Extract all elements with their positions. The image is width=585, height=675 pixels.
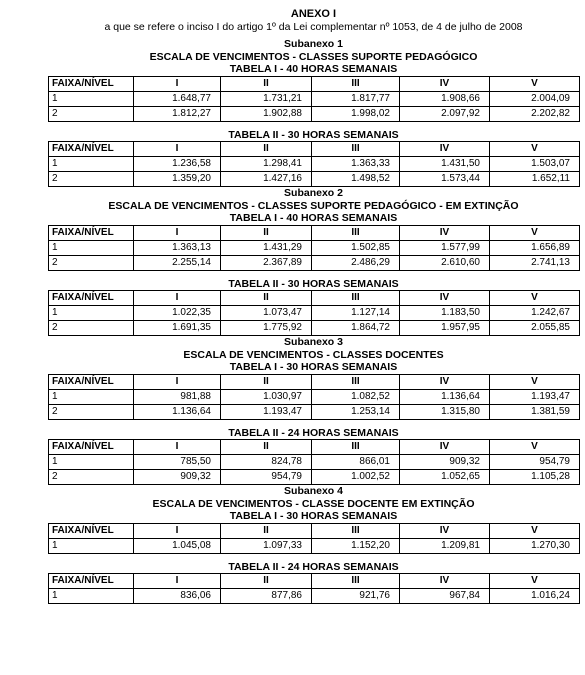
table-title: TABELA II - 30 HORAS SEMANAIS	[228, 277, 399, 290]
salary-value-cell: 1.359,20	[134, 172, 221, 187]
salary-value-cell: 1.127,14	[312, 306, 400, 321]
faixa-cell: 2	[49, 172, 134, 187]
salary-value-cell: 1.193,47	[221, 404, 312, 419]
column-header-level: IV	[400, 142, 490, 157]
table-header-row	[49, 291, 580, 306]
column-header-level: V	[490, 523, 580, 538]
salary-value-cell: 1.253,14	[312, 404, 400, 419]
document-title: ANEXO I	[290, 8, 337, 20]
salary-value-cell: 1.503,07	[490, 157, 580, 172]
salary-value-cell: 1.731,21	[221, 91, 312, 106]
column-header-level: III	[312, 76, 400, 91]
column-header-level: II	[221, 574, 312, 589]
salary-value-cell: 1.656,89	[490, 240, 580, 255]
column-header-level: I	[134, 225, 221, 240]
table-header-row	[49, 142, 580, 157]
document-subtitle: a que se refere o inciso I do artigo 1º da Lei complementar nº 1053, de 4 de julho de 2008	[104, 21, 523, 33]
table-spacer	[48, 122, 579, 129]
table-row	[49, 157, 580, 172]
column-header-level: I	[134, 523, 221, 538]
subanexo-label: Subanexo 2	[284, 187, 343, 199]
table-row	[49, 404, 580, 419]
salary-value-cell: 921,76	[312, 589, 400, 604]
column-header-level: I	[134, 574, 221, 589]
table-header-row	[49, 440, 580, 455]
column-header-level: I	[134, 142, 221, 157]
salary-value-cell: 1.315,80	[400, 404, 490, 419]
salary-value-cell: 1.652,11	[490, 172, 580, 187]
column-header-level: I	[134, 76, 221, 91]
salary-value-cell: 954,79	[221, 470, 312, 485]
column-header-faixa: FAIXA/NÍVEL	[49, 291, 134, 306]
column-header-level: IV	[400, 374, 490, 389]
table-title: TABELA I - 40 HORAS SEMANAIS	[229, 212, 398, 224]
table-header-row	[49, 76, 580, 91]
salary-value-cell: 2.202,82	[490, 106, 580, 121]
table-row	[49, 589, 580, 604]
salary-value-cell: 1.998,02	[312, 106, 400, 121]
faixa-cell: 1	[49, 306, 134, 321]
salary-value-cell: 909,32	[134, 470, 221, 485]
salary-value-cell: 2.367,89	[221, 255, 312, 270]
column-header-level: III	[312, 440, 400, 455]
column-header-level: IV	[400, 440, 490, 455]
salary-table	[48, 523, 580, 554]
faixa-cell: 2	[49, 321, 134, 336]
salary-table	[48, 374, 580, 420]
faixa-cell: 1	[49, 538, 134, 553]
table-row	[49, 389, 580, 404]
column-header-level: IV	[400, 523, 490, 538]
column-header-level: III	[312, 291, 400, 306]
subanexo-label: Subanexo 4	[284, 485, 343, 497]
salary-value-cell: 1.298,41	[221, 157, 312, 172]
salary-value-cell: 909,32	[400, 455, 490, 470]
salary-value-cell: 1.082,52	[312, 389, 400, 404]
table-title: TABELA I - 30 HORAS SEMANAIS	[229, 510, 398, 522]
column-header-level: V	[490, 291, 580, 306]
salary-value-cell: 1.648,77	[134, 91, 221, 106]
column-header-level: III	[312, 523, 400, 538]
column-header-level: II	[221, 291, 312, 306]
table-spacer	[48, 554, 579, 561]
salary-value-cell: 1.817,77	[312, 91, 400, 106]
column-header-level: V	[490, 374, 580, 389]
salary-value-cell: 1.363,13	[134, 240, 221, 255]
salary-value-cell: 1.183,50	[400, 306, 490, 321]
subanexo-heading: ESCALA DE VENCIMENTOS - CLASSES DOCENTES	[183, 348, 444, 361]
salary-value-cell: 2.610,60	[400, 255, 490, 270]
salary-value-cell: 1.136,64	[134, 404, 221, 419]
salary-value-cell: 981,88	[134, 389, 221, 404]
column-header-level: IV	[400, 76, 490, 91]
faixa-cell: 2	[49, 404, 134, 419]
column-header-level: III	[312, 374, 400, 389]
table-row	[49, 106, 580, 121]
column-header-faixa: FAIXA/NÍVEL	[49, 225, 134, 240]
table-row	[49, 470, 580, 485]
salary-table	[48, 76, 580, 122]
salary-value-cell: 1.073,47	[221, 306, 312, 321]
column-header-level: V	[490, 574, 580, 589]
salary-value-cell: 2.055,85	[490, 321, 580, 336]
table-header-row	[49, 574, 580, 589]
salary-value-cell: 954,79	[490, 455, 580, 470]
salary-value-cell: 1.193,47	[490, 389, 580, 404]
table-row	[49, 240, 580, 255]
faixa-cell: 1	[49, 389, 134, 404]
faixa-cell: 1	[49, 240, 134, 255]
salary-value-cell: 1.016,24	[490, 589, 580, 604]
salary-value-cell: 1.908,66	[400, 91, 490, 106]
salary-value-cell: 1.775,92	[221, 321, 312, 336]
salary-value-cell: 1.209,81	[400, 538, 490, 553]
column-header-level: III	[312, 574, 400, 589]
table-title: TABELA II - 24 HORAS SEMANAIS	[228, 560, 399, 573]
faixa-cell: 2	[49, 255, 134, 270]
column-header-level: II	[221, 225, 312, 240]
salary-value-cell: 1.577,99	[400, 240, 490, 255]
table-header-row	[49, 374, 580, 389]
salary-value-cell: 2.741,13	[490, 255, 580, 270]
table-title: TABELA I - 40 HORAS SEMANAIS	[229, 63, 398, 75]
column-header-faixa: FAIXA/NÍVEL	[49, 76, 134, 91]
column-header-level: II	[221, 523, 312, 538]
column-header-faixa: FAIXA/NÍVEL	[49, 374, 134, 389]
column-header-level: V	[490, 142, 580, 157]
salary-value-cell: 1.045,08	[134, 538, 221, 553]
subanexo-label: Subanexo 1	[284, 38, 343, 50]
column-header-faixa: FAIXA/NÍVEL	[49, 574, 134, 589]
table-row	[49, 255, 580, 270]
salary-value-cell: 1.381,59	[490, 404, 580, 419]
subanexo-heading: ESCALA DE VENCIMENTOS - CLASSES SUPORTE PEDAGÓGICO	[149, 50, 478, 63]
salary-table	[48, 573, 580, 604]
subanexos-container	[48, 38, 579, 604]
table-spacer	[48, 271, 579, 278]
subanexo-label: Subanexo 3	[284, 336, 343, 348]
subanexo-heading: ESCALA DE VENCIMENTOS - CLASSE DOCENTE EM EXTINÇÃO	[152, 497, 475, 510]
salary-value-cell: 1.097,33	[221, 538, 312, 553]
salary-value-cell: 1.136,64	[400, 389, 490, 404]
table-row	[49, 91, 580, 106]
column-header-level: II	[221, 374, 312, 389]
column-header-level: II	[221, 142, 312, 157]
salary-value-cell: 1.902,88	[221, 106, 312, 121]
column-header-level: IV	[400, 574, 490, 589]
salary-value-cell: 877,86	[221, 589, 312, 604]
faixa-cell: 2	[49, 106, 134, 121]
column-header-level: II	[221, 76, 312, 91]
table-row	[49, 306, 580, 321]
salary-value-cell: 1.431,29	[221, 240, 312, 255]
salary-value-cell: 1.030,97	[221, 389, 312, 404]
table-row	[49, 455, 580, 470]
salary-value-cell: 1.002,52	[312, 470, 400, 485]
column-header-level: IV	[400, 225, 490, 240]
salary-value-cell: 836,06	[134, 589, 221, 604]
salary-value-cell: 2.255,14	[134, 255, 221, 270]
column-header-level: I	[134, 374, 221, 389]
salary-value-cell: 1.691,35	[134, 321, 221, 336]
table-title: TABELA II - 24 HORAS SEMANAIS	[228, 426, 399, 439]
salary-value-cell: 1.022,35	[134, 306, 221, 321]
table-row	[49, 321, 580, 336]
salary-value-cell: 2.004,09	[490, 91, 580, 106]
table-header-row	[49, 225, 580, 240]
table-row	[49, 172, 580, 187]
column-header-faixa: FAIXA/NÍVEL	[49, 142, 134, 157]
salary-value-cell: 1.957,95	[400, 321, 490, 336]
salary-value-cell: 1.236,58	[134, 157, 221, 172]
salary-value-cell: 1.431,50	[400, 157, 490, 172]
salary-value-cell: 1.864,72	[312, 321, 400, 336]
salary-value-cell: 2.486,29	[312, 255, 400, 270]
faixa-cell: 1	[49, 91, 134, 106]
salary-table	[48, 439, 580, 485]
salary-value-cell: 1.812,27	[134, 106, 221, 121]
salary-value-cell: 1.427,16	[221, 172, 312, 187]
column-header-level: I	[134, 291, 221, 306]
salary-value-cell: 1.363,33	[312, 157, 400, 172]
salary-value-cell: 1.498,52	[312, 172, 400, 187]
salary-value-cell: 1.105,28	[490, 470, 580, 485]
salary-value-cell: 785,50	[134, 455, 221, 470]
column-header-level: V	[490, 76, 580, 91]
salary-table	[48, 225, 580, 271]
salary-value-cell: 1.573,44	[400, 172, 490, 187]
subanexo-heading: ESCALA DE VENCIMENTOS - CLASSES SUPORTE PEDAGÓGICO - EM EXTINÇÃO	[108, 199, 519, 212]
salary-value-cell: 824,78	[221, 455, 312, 470]
column-header-level: IV	[400, 291, 490, 306]
faixa-cell: 2	[49, 470, 134, 485]
column-header-level: II	[221, 440, 312, 455]
salary-value-cell: 2.097,92	[400, 106, 490, 121]
faixa-cell: 1	[49, 455, 134, 470]
salary-table	[48, 290, 580, 336]
salary-value-cell: 1.052,65	[400, 470, 490, 485]
column-header-faixa: FAIXA/NÍVEL	[49, 523, 134, 538]
salary-value-cell: 866,01	[312, 455, 400, 470]
faixa-cell: 1	[49, 589, 134, 604]
salary-table	[48, 141, 580, 187]
table-header-row	[49, 523, 580, 538]
table-title: TABELA I - 30 HORAS SEMANAIS	[229, 361, 398, 373]
table-title: TABELA II - 30 HORAS SEMANAIS	[228, 128, 399, 141]
salary-value-cell: 1.502,85	[312, 240, 400, 255]
salary-value-cell: 1.242,67	[490, 306, 580, 321]
faixa-cell: 1	[49, 157, 134, 172]
salary-value-cell: 1.152,20	[312, 538, 400, 553]
table-spacer	[48, 420, 579, 427]
table-row	[49, 538, 580, 553]
column-header-level: V	[490, 225, 580, 240]
column-header-level: III	[312, 225, 400, 240]
column-header-faixa: FAIXA/NÍVEL	[49, 440, 134, 455]
column-header-level: I	[134, 440, 221, 455]
salary-value-cell: 967,84	[400, 589, 490, 604]
column-header-level: III	[312, 142, 400, 157]
column-header-level: V	[490, 440, 580, 455]
salary-value-cell: 1.270,30	[490, 538, 580, 553]
